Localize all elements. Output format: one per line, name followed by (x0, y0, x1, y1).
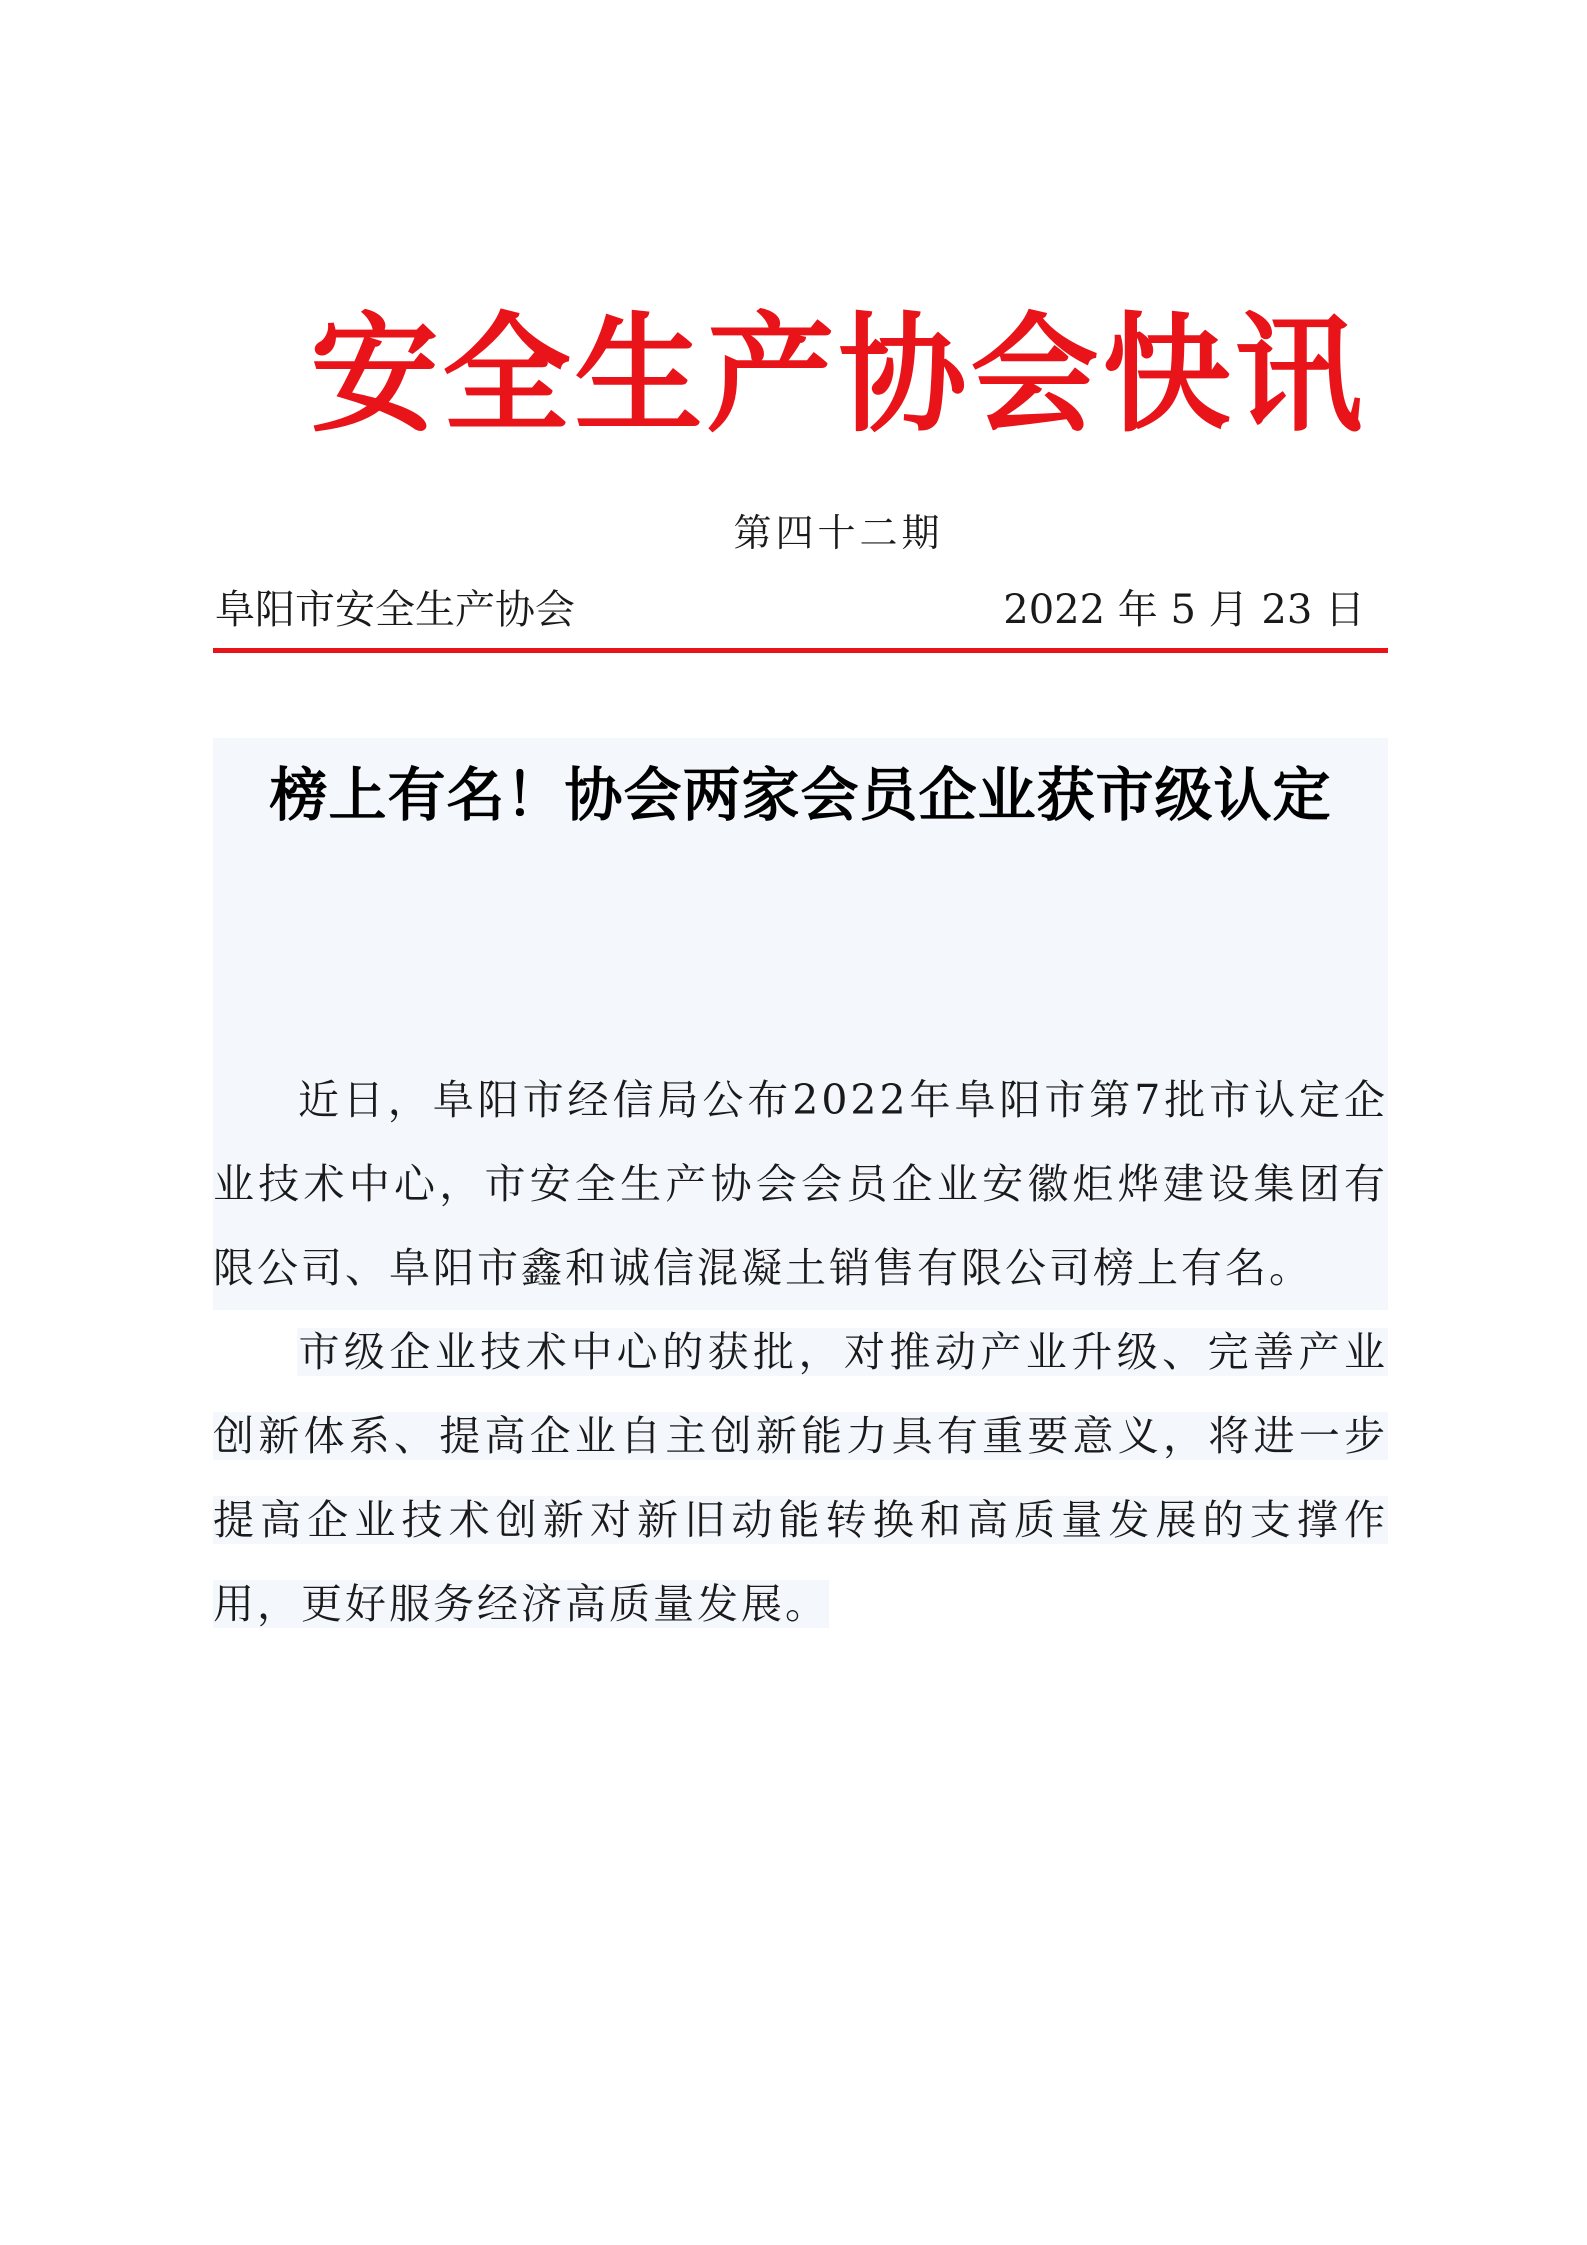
publication-row (215, 580, 1365, 640)
paragraph-1-text: 近日，阜阳市经信局公布2022年阜阳市第7批市认定企业技术中心，市安全生产协会会员企业安徽炬烨建设集团有限公司、阜阳市鑫和诚信混凝土销售有限公司榜上有名。 (213, 1076, 1388, 1292)
publication-date: 2022 年 5 月 23 日 (1003, 587, 1365, 633)
issue-number: 第四十二期 (733, 511, 944, 555)
paragraph-2-text: 市级企业技术中心的获批，对推动产业升级、完善产业创新体系、提高企业自主创新能力具有重要意义，将进一步提高企业技术创新对新旧动能转换和高质量发展的支撑作用，更好服务经济高质量发展。 (213, 1328, 1388, 1628)
masthead-divider (213, 648, 1388, 653)
headline-spacer (213, 858, 1388, 1058)
publisher-name: 阜阳市安全生产协会 (215, 587, 575, 633)
article-paragraph-1 (213, 1058, 1388, 1310)
article-paragraph-2 (213, 1310, 1388, 1646)
article (213, 738, 1388, 1646)
masthead-title: 安全生产协会快讯 (310, 300, 1367, 450)
article-headline: 榜上有名！协会两家会员企业获市级认定 (213, 738, 1388, 858)
